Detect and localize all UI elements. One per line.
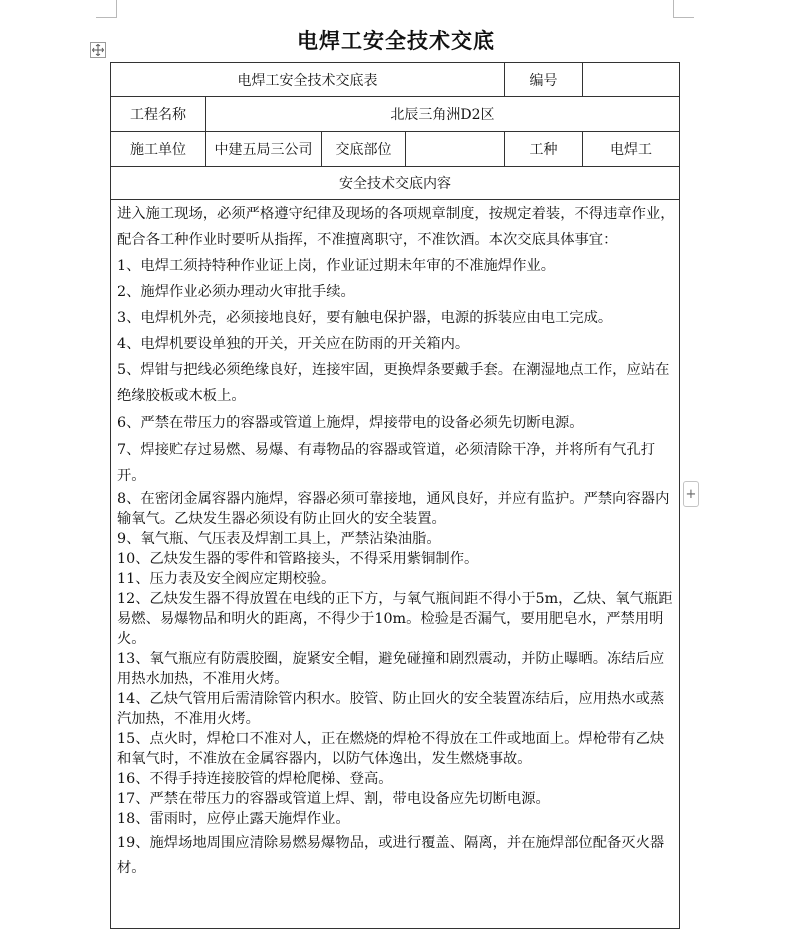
content-body-cell[interactable]: [111, 200, 680, 929]
list-item: 11、压力表及安全阀应定期校验。: [117, 571, 336, 587]
list-item: 2、施焊作业必须办理动火审批手续。: [117, 284, 355, 300]
list-item: 17、严禁在带压力的容器或管道上焊、割，带电设备应先切断电源。: [117, 791, 550, 807]
number-value-cell[interactable]: [583, 63, 680, 97]
list-item: 7、焊接贮存过易燃、易爆、有毒物品的容器或管道，必须清除干净，并将所有气孔打开。: [117, 442, 656, 484]
list-item: 19、施焊场地周围应清除易燃易爆物品，或进行覆盖、隔离，并在施焊部位配备灭火器材。: [117, 835, 665, 876]
list-item: 1、电焊工须持特种作业证上岗，作业证过期未年审的不准施焊作业。: [117, 258, 555, 274]
list-item: 3、电焊机外壳，必须接地良好，要有触电保护器，电源的拆装应由电工完成。: [117, 310, 613, 326]
handover-table: [110, 62, 680, 929]
location-value-cell[interactable]: [406, 132, 505, 167]
contractor-value-cell[interactable]: 中建五局三公司: [206, 132, 322, 167]
page-corner-mark-left: [96, 0, 117, 18]
list-item: 4、电焊机要设单独的开关，开关应在防雨的开关箱内。: [117, 336, 470, 352]
document-title: 电焊工安全技术交底: [297, 28, 495, 53]
trade-label-cell: 工种: [505, 132, 583, 167]
add-column-button[interactable]: [683, 481, 699, 507]
list-item: 12、乙炔发生器不得放置在电线的正下方，与氧气瓶间距不得小于5m，乙炔、氧气瓶距易燃、易爆物品和明火的距离，不得少于10m。检验是否漏气，要用肥皂水，严禁用明火。: [117, 591, 673, 647]
list-item: 13、氧气瓶应有防震胶圈，旋紧安全帽，避免碰撞和剧烈震动，并防止曝晒。冻结后应用热水加热，不准用火烤。: [117, 651, 665, 687]
list-item: 16、不得手持连接胶管的焊枪爬梯、登高。: [117, 771, 393, 787]
trade-value-cell[interactable]: 电焊工: [583, 132, 680, 167]
content-heading-cell: 安全技术交底内容: [111, 167, 680, 200]
list-item: 6、严禁在带压力的容器或管道上施焊，焊接带电的设备必须先切断电源。: [117, 415, 584, 431]
project-label-cell: 工程名称: [111, 97, 206, 132]
contractor-label-cell: 施工单位: [111, 132, 206, 167]
project-value-cell[interactable]: 北辰三角洲D2区: [206, 97, 680, 132]
list-item: 14、乙炔气管用后需清除管内积水。胶管、防止回火的安全装置冻结后，应用热水或蒸汽加热，不准用火烤。: [117, 691, 665, 727]
plus-icon: +: [685, 486, 697, 502]
list-item: 9、氧气瓶、气压表及焊割工具上，严禁沾染油脂。: [117, 531, 441, 547]
intro-paragraph: 进入施工现场，必须严格遵守纪律及现场的各项规章制度，按规定着装，不得违章作业，配合各工种作业时要听从指挥，不准擅离职守，不准饮酒。本次交底具体事宜：: [117, 206, 675, 248]
location-label-cell: 交底部位: [322, 132, 406, 167]
list-item: 8、在密闭金属容器内施焊，容器必须可靠接地，通风良好，并应有监护。严禁向容器内输氧气。乙炔发生器必须设有防止回火的安全装置。: [117, 491, 670, 527]
list-item: 10、乙炔发生器的零件和管路接头，不得采用紫铜制作。: [117, 551, 479, 567]
list-item: 15、点火时，焊枪口不准对人，正在燃烧的焊枪不得放在工件或地面上。焊枪带有乙炔和氧气时，不准放在金属容器内，以防气体逸出，发生燃烧事故。: [117, 731, 665, 767]
list-item: 5、焊钳与把线必须绝缘良好，连接牢固，更换焊条要戴手套。在潮湿地点工作，应站在绝缘胶板或木板上。: [117, 362, 670, 404]
form-name-cell: 电焊工安全技术交底表: [111, 63, 505, 97]
number-label-cell: 编号: [505, 63, 583, 97]
list-item: 18、雷雨时，应停止露天施焊作业。: [117, 811, 350, 827]
page-corner-mark-right: [673, 0, 694, 18]
